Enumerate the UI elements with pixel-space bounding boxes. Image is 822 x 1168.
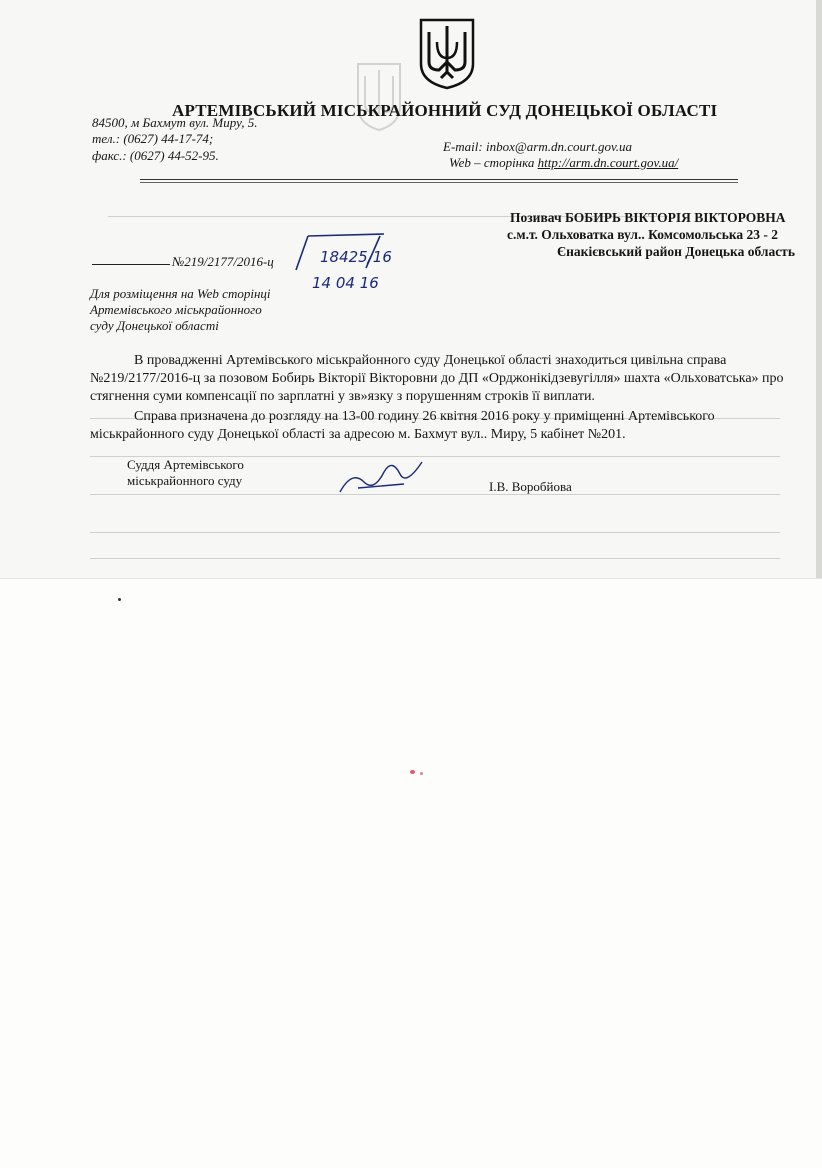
registration-underline	[92, 264, 170, 265]
handwritten-reg-date: 14 04 16	[312, 274, 379, 292]
body-paragraph-1	[90, 352, 798, 406]
judge-title-line1: Суддя Артемівського	[127, 457, 244, 472]
bleed-through-line	[90, 532, 780, 533]
court-name: АРТЕМІВСЬКИЙ МІСЬКРАЙОННИЙ СУД ДОНЕЦЬКОЇ ОБЛАСТІ	[172, 101, 718, 120]
court-address: 84500, м Бахмут вул. Миру, 5.	[92, 115, 258, 130]
red-ink-speck	[410, 770, 415, 774]
judge-signature-icon	[334, 452, 430, 500]
bleed-through-line	[90, 558, 780, 559]
case-reference: №219/2177/2016-ц	[172, 254, 274, 269]
ink-speck	[118, 598, 121, 601]
addressee-street: с.м.т. Ольховатка вул.. Комсомольська 23 - 2	[507, 227, 779, 242]
website-link[interactable]: http://arm.dn.court.gov.ua/	[537, 155, 679, 170]
page-edge	[816, 0, 822, 590]
addressee-name: Позивач БОБИРЬ ВІКТОРІЯ ВІКТОРОВНА	[510, 210, 786, 225]
court-website	[449, 155, 678, 171]
placement-note-line3: суду Донецької області	[90, 318, 219, 333]
judge-name: І.В. Воробйова	[489, 479, 572, 494]
court-fax: факс.: (0627) 44-52-95.	[92, 148, 219, 163]
judge-title-line2: міськрайонного суду	[127, 473, 243, 488]
website-label: Web – сторінка	[449, 155, 538, 170]
body-paragraph-2-line2: міськрайонного суду Донецької області за адресою м. Бахмут вул.. Миру, 5 кабінет №201.	[90, 427, 626, 442]
header-divider	[140, 179, 738, 180]
bleed-through-line	[90, 494, 780, 495]
red-ink-speck	[420, 772, 423, 775]
body-paragraph-2-line1: Справа призначена до розгляду на 13-00 годину 26 квітня 2016 року у приміщенні Артемівського	[134, 409, 715, 424]
body-paragraph-1-line1: В провадженні Артемівського міськрайонного суду Донецької області знаходиться цивільна справа	[134, 353, 727, 368]
bleed-through-emblem-icon	[356, 62, 402, 132]
placement-note-line1: Для розміщення на Web сторінці	[90, 286, 271, 301]
coat-of-arms-icon	[419, 18, 475, 90]
header-divider-secondary	[140, 182, 738, 183]
blank-back-sheet	[0, 578, 822, 1168]
addressee-district: Єнакієвський район Донецька область	[557, 244, 795, 259]
handwritten-reg-number: 18425/16	[320, 248, 392, 266]
body-paragraph-1-line3: стягнення суми компенсації по зарплатні у зв»язку з порушенням строків її виплати.	[90, 389, 595, 404]
body-paragraph-1-line2: №219/2177/2016-ц за позовом Бобирь Вікторії Вікторовни до ДП «Орджонікідзевугілля» шахта «Ольховатська» про	[90, 371, 784, 386]
court-phone: тел.: (0627) 44-17-74;	[92, 131, 214, 146]
placement-note-line2: Артемівського міськрайонного	[90, 302, 262, 317]
body-paragraph-2	[90, 408, 798, 444]
court-email: E-mail: inbox@arm.dn.court.gov.ua	[443, 139, 632, 154]
